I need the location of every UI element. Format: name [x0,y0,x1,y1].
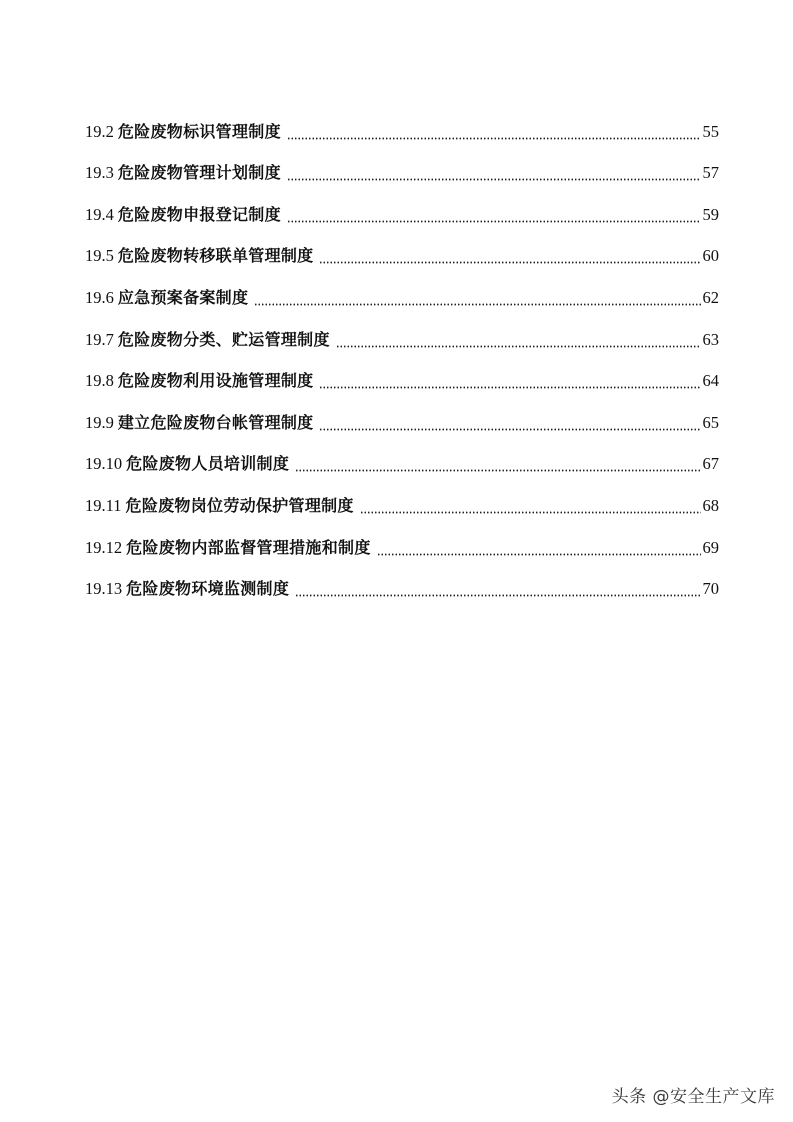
toc-entry-page: 69 [702,537,719,557]
toc-entry-title: 危险废物利用设施管理制度 [117,371,314,391]
toc-entry-page: 67 [702,454,719,474]
toc-entry-title: 危险废物内部监督管理措施和制度 [126,537,371,557]
toc-dot-leader [377,542,701,556]
toc-entry-number: 19.11 [85,495,122,515]
toc-entry[interactable] [85,520,719,562]
toc-entry-number: 19.10 [85,454,123,474]
toc-entry-title: 危险废物分类、贮运管理制度 [117,329,330,349]
toc-entry-page: 59 [702,204,719,224]
toc-entry-number: 19.4 [85,204,114,224]
toc-entry[interactable] [85,104,719,146]
toc-entry-title: 危险废物申报登记制度 [117,204,281,224]
toc-entry-page: 65 [702,412,719,432]
toc-entry[interactable] [85,478,719,520]
toc-entry-page: 64 [702,371,719,391]
source-watermark: 头条 @安全生产文库 [611,1087,775,1107]
toc-dot-leader [287,126,701,140]
toc-entry-number: 19.6 [85,287,114,307]
toc-dot-leader [319,417,700,431]
toc-entry-title: 危险废物环境监测制度 [126,579,290,599]
toc-dot-leader [254,292,700,306]
toc-entry-title: 应急预案备案制度 [117,287,249,307]
toc-entry[interactable] [85,270,719,312]
toc-entry[interactable] [85,354,719,396]
toc-entry[interactable] [85,312,719,354]
toc-entry-page: 57 [702,163,719,183]
toc-dot-leader [319,250,700,264]
toc-entry[interactable] [85,437,719,479]
toc-entry-number: 19.9 [85,412,114,432]
toc-dot-leader [295,583,700,597]
toc-dot-leader [360,500,701,514]
toc-entry-title: 危险废物管理计划制度 [117,163,281,183]
toc-entry-page: 68 [702,495,719,515]
toc-entry-number: 19.8 [85,371,114,391]
toc-entry[interactable] [85,395,719,437]
toc-entry-page: 63 [702,329,719,349]
toc-dot-leader [287,209,701,223]
toc-entry-number: 19.2 [85,121,114,141]
toc-dot-leader [287,167,701,181]
toc-entry-title: 危险废物转移联单管理制度 [117,246,314,266]
toc-entry-page: 55 [702,121,719,141]
toc-entry-title: 危险废物岗位劳动保护管理制度 [125,495,354,515]
toc-entry[interactable] [85,187,719,229]
toc-dot-leader [295,458,700,472]
toc-dot-leader [336,334,701,348]
toc-entry-page: 60 [702,246,719,266]
toc-entry-number: 19.7 [85,329,114,349]
toc-entry-page: 70 [702,579,719,599]
toc-dot-leader [319,375,700,389]
toc-entry-title: 危险废物标识管理制度 [117,121,281,141]
toc-entry-number: 19.13 [85,579,123,599]
toc-entry[interactable] [85,229,719,271]
toc-entry-number: 19.3 [85,163,114,183]
toc-entry-title: 建立危险废物台帐管理制度 [117,412,314,432]
toc-entry[interactable] [85,562,719,604]
table-of-contents [85,104,719,603]
toc-entry-title: 危险废物人员培训制度 [126,454,290,474]
toc-entry-number: 19.12 [85,537,123,557]
toc-entry-number: 19.5 [85,246,114,266]
toc-entry-page: 62 [702,287,719,307]
toc-entry[interactable] [85,146,719,188]
